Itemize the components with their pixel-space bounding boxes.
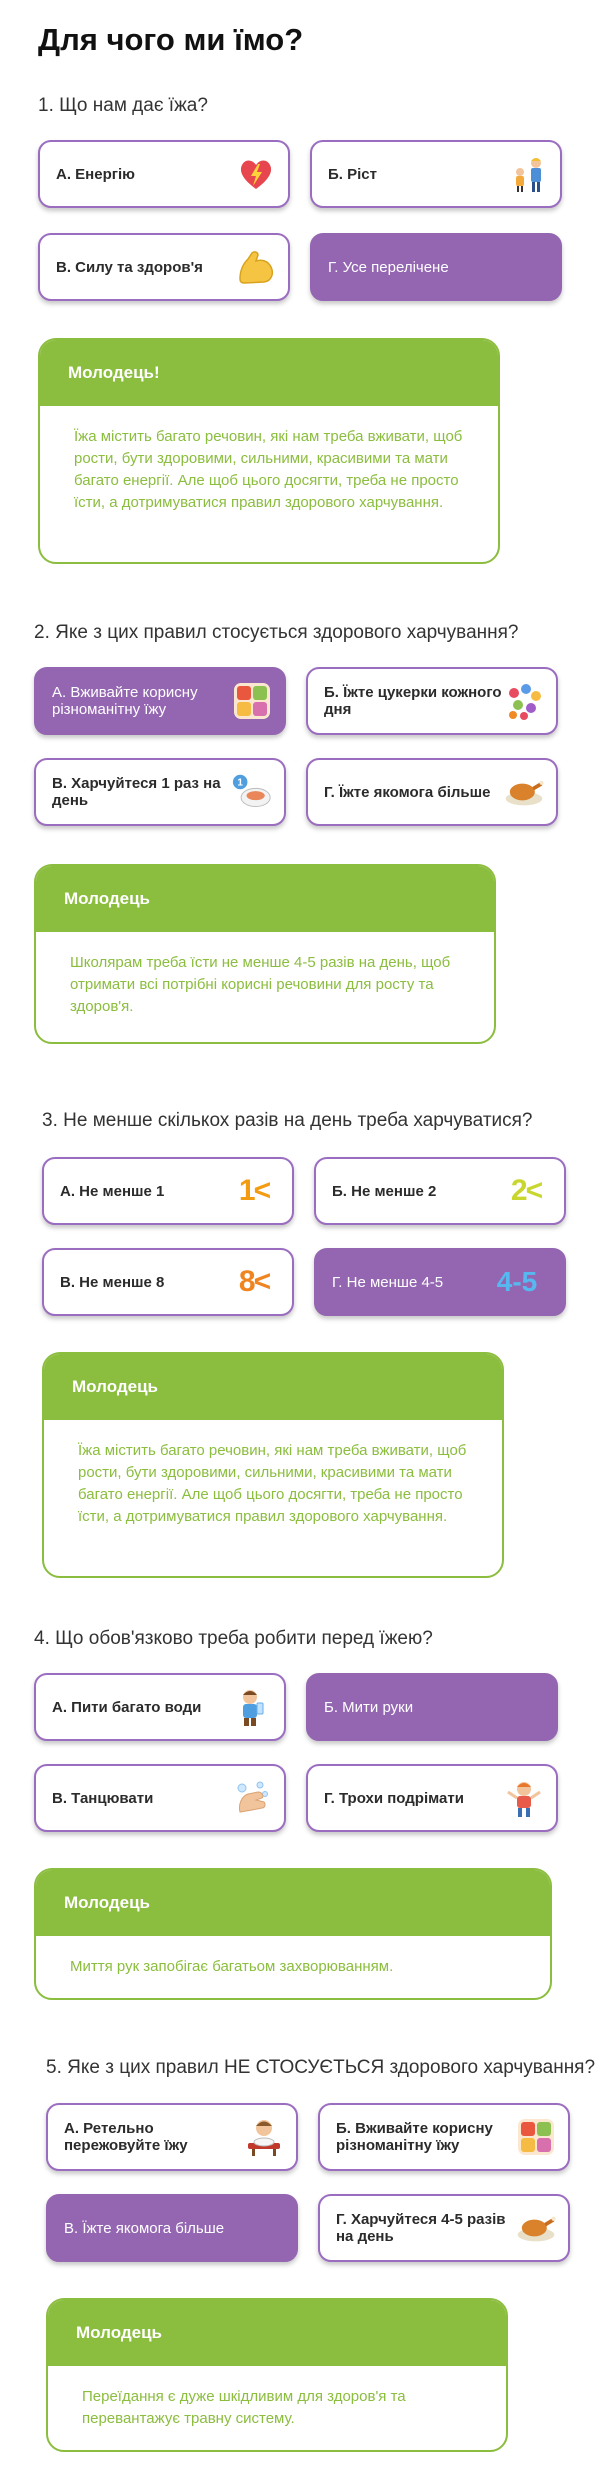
- q1-feedback: [38, 338, 500, 564]
- option-label: Г. Їжте якомога більше: [324, 783, 491, 801]
- option-label: Б. Вживайте корисну різноманітну їжу: [336, 2120, 493, 2154]
- chewing-kid-icon: [244, 2117, 284, 2157]
- q3-feedback: [42, 1352, 504, 1578]
- option-label: В. Їжте якомога більше: [64, 2219, 225, 2237]
- option-label: Г. Не менше 4-5: [332, 1273, 444, 1291]
- sleepy-kid-icon: [504, 1778, 544, 1818]
- candies-icon: [504, 681, 544, 721]
- q1-option-b[interactable]: [310, 140, 562, 208]
- option-label: Б. Їжте цукерки кожного дня: [324, 684, 502, 718]
- q3-option-c[interactable]: [42, 1248, 294, 1316]
- q2-option-b[interactable]: [306, 667, 558, 735]
- option-label: Б. Ріст: [328, 165, 377, 183]
- hand-wash-icon: [232, 1778, 272, 1818]
- number-badge: 8<: [238, 1265, 270, 1298]
- feedback-text: Миття рук запобігає багатьом захворюванням.: [70, 1958, 394, 1975]
- option-label: А. Не менше 1: [60, 1182, 165, 1200]
- meal-one-icon: [232, 772, 272, 812]
- number-8-icon: [228, 1262, 280, 1302]
- number-badge: 4-5: [496, 1266, 538, 1297]
- q2-option-c[interactable]: [34, 758, 286, 826]
- q2-option-a[interactable]: [34, 667, 286, 735]
- question-2: 2. Яке з цих правил стосується здорового харчування?: [34, 622, 519, 643]
- q3-option-b[interactable]: [314, 1157, 566, 1225]
- heart-bolt-icon: [236, 154, 276, 194]
- muscle-arm-icon: [236, 247, 276, 287]
- number-2-icon: [500, 1171, 552, 1211]
- page-title: Для чого ми їмо?: [38, 22, 304, 57]
- q5-feedback: [46, 2298, 508, 2452]
- q3-option-d[interactable]: [314, 1248, 566, 1316]
- q4-option-c[interactable]: [34, 1764, 286, 1832]
- option-label: Г. Харчуйтеся 4-5 разів на день: [336, 2211, 506, 2245]
- question-1: 1. Що нам дає їжа?: [38, 95, 208, 116]
- q4-feedback: [34, 1868, 552, 2000]
- q1-option-d[interactable]: [310, 233, 562, 301]
- option-label: В. Не менше 8: [60, 1273, 165, 1291]
- option-label: А. Пити багато води: [52, 1698, 202, 1716]
- feedback-title: Молодець: [48, 2300, 506, 2366]
- q2-option-d[interactable]: [306, 758, 558, 826]
- q3-option-a[interactable]: [42, 1157, 294, 1225]
- q4-option-b[interactable]: [306, 1673, 558, 1741]
- feedback-text: Переїдання є дуже шкідливим для здоров'я та перевантажує травну систему.: [82, 2388, 406, 2427]
- option-label: Г. Усе перелічене: [328, 258, 449, 276]
- option-label: В. Харчуйтеся 1 раз на день: [52, 775, 221, 809]
- feedback-text: Школярам треба їсти не менше 4-5 разів на день, щоб отримати всі потрібні корисні речовини для росту та здоров'я.: [70, 954, 451, 1015]
- q5-option-c[interactable]: [46, 2194, 298, 2262]
- option-label: В. Танцювати: [52, 1789, 154, 1807]
- feedback-title: Молодець!: [40, 340, 498, 406]
- food-plate-icon: [232, 681, 272, 721]
- number-badge: 2<: [510, 1174, 542, 1207]
- option-label: А. Ретельно пережовуйте їжу: [64, 2120, 188, 2154]
- q4-option-a[interactable]: [34, 1673, 286, 1741]
- option-label: Б. Не менше 2: [332, 1182, 437, 1200]
- number-badge: 1<: [238, 1174, 270, 1207]
- q5-option-d[interactable]: [318, 2194, 570, 2262]
- question-4: 4. Що обов'язково треба робити перед їжею?: [34, 1628, 433, 1649]
- feedback-title: Молодець: [36, 866, 494, 932]
- q1-option-a[interactable]: [38, 140, 290, 208]
- feedback-title: Молодець: [44, 1354, 502, 1420]
- feedback-text: Їжа містить багато речовин, які нам треба вживати, щоб рости, бути здоровими, сильними, красивими та мати багато енергії. Але щоб цього досягти, треба не просто їсти, а дотримуватися правил здорового харчування.: [78, 1442, 467, 1525]
- option-label: Б. Мити руки: [324, 1698, 414, 1716]
- question-3: 3. Не менше скількох разів на день треба харчуватися?: [42, 1110, 533, 1131]
- question-5: 5. Яке з цих правил НЕ СТОСУЄТЬСЯ здорового харчування?: [46, 2057, 596, 2078]
- q5-option-a[interactable]: [46, 2103, 298, 2171]
- q4-option-d[interactable]: [306, 1764, 558, 1832]
- number-1-icon: [228, 1171, 280, 1211]
- svg-text:1: 1: [237, 777, 243, 789]
- q2-feedback: [34, 864, 496, 1044]
- q1-option-c[interactable]: [38, 233, 290, 301]
- option-label: Г. Трохи подрімати: [324, 1789, 464, 1807]
- option-label: А. Енергію: [56, 165, 135, 183]
- option-label: А. Вживайте корисну різноманітну їжу: [52, 684, 198, 718]
- feedback-title: Молодець: [36, 1870, 550, 1936]
- roast-chicken-icon: [516, 2208, 556, 2248]
- boy-water-icon: [232, 1687, 272, 1727]
- option-label: В. Силу та здоров'я: [56, 258, 203, 276]
- kids-icon: [508, 154, 548, 194]
- food-plate-icon: [516, 2117, 556, 2157]
- number-4-5-icon: [482, 1262, 552, 1302]
- feedback-text: Їжа містить багато речовин, які нам треба вживати, щоб рости, бути здоровими, сильними, красивими та мати багато енергії. Але щоб цього досягти, треба не просто їсти, а дотримуватися правил здорового харчування.: [74, 428, 463, 511]
- q5-option-b[interactable]: [318, 2103, 570, 2171]
- roast-chicken-icon: [504, 772, 544, 812]
